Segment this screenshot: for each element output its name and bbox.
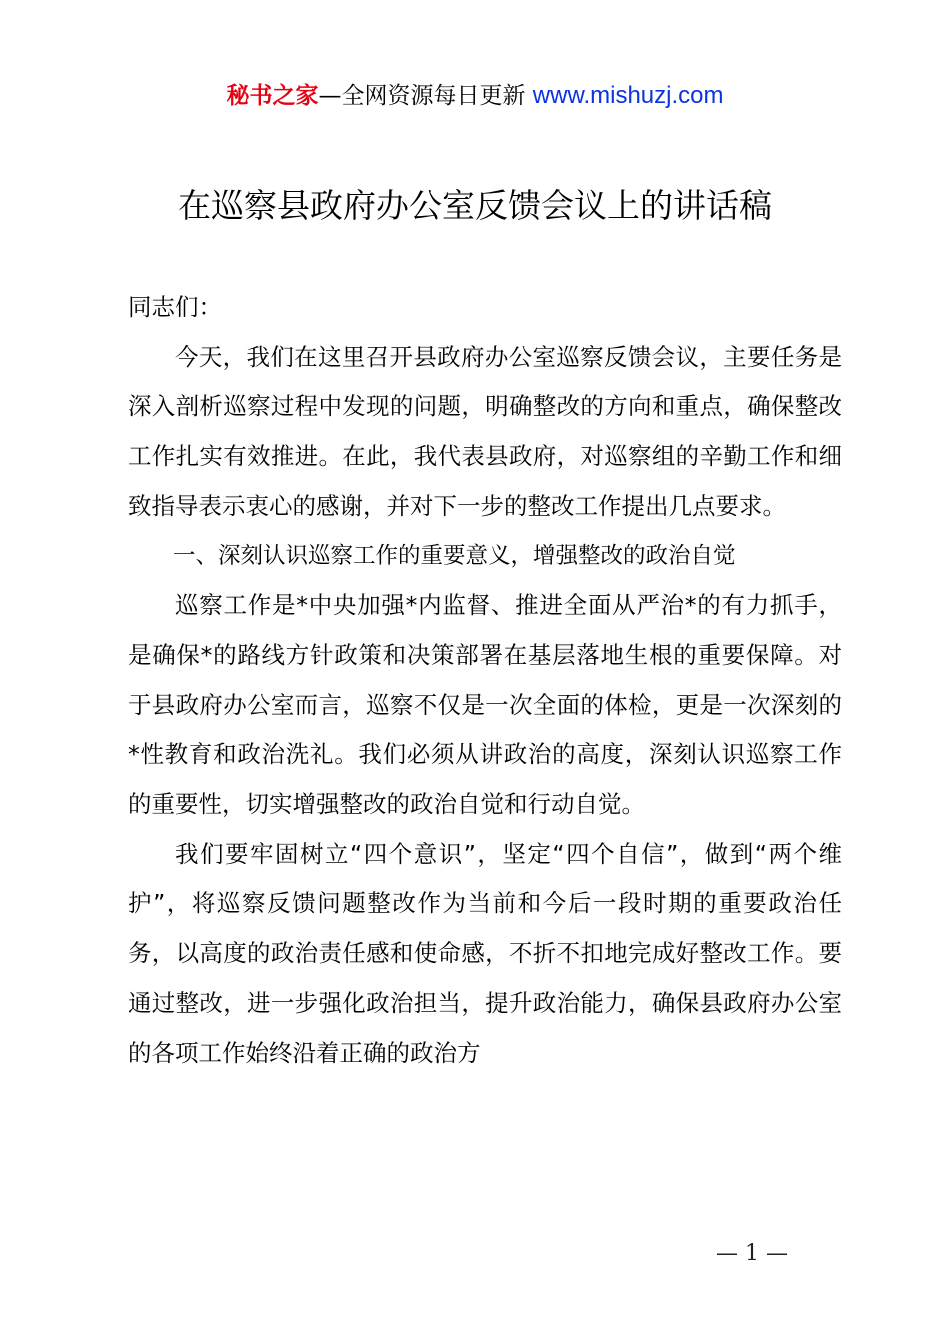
paragraph: 我们要牢固树立“四个意识”，坚定“四个自信”，做到“两个维护”，将巡察反馈问题整改作为当前和今后一段时期的重要政治任务，以高度的政治责任感和使命感，不折不扣地完成好整改工作。要通过整改，进一步强化政治担当，提升政治能力，确保县政府办公室的各项工作始终沿着正确的政治方 <box>128 839 842 1067</box>
document-title: 在巡察县政府办公室反馈会议上的讲话稿 <box>178 186 772 225</box>
section-heading: 一、深刻认识巡察工作的重要意义，增强整改的政治自觉 <box>173 542 736 569</box>
salutation: 同志们： <box>128 293 222 321</box>
paragraph: 今天，我们在这里召开县政府办公室巡察反馈会议，主要任务是深入剖析巡察过程中发现的问题，明确整改的方向和重点，确保整改工作扎实有效推进。在此，我代表县政府，对巡察组的辛勤工作和细致指导表示衷心的感谢，并对下一步的整改工作提出几点要求。 <box>128 342 842 520</box>
site-header <box>0 80 950 112</box>
document-body <box>128 283 842 1078</box>
paragraph: 巡察工作是*中央加强*内监督、推进全面从严治*的有力抓手，是确保*的路线方针政策和决策部署在基层落地生根的重要保障。对于县政府办公室而言，巡察不仅是一次全面的体检，更是一次深刻的*性教育和政治洗礼。我们必须从讲政治的高度，深刻认识巡察工作的重要性，切实增强整改的政治自觉和行动自觉。 <box>128 591 842 819</box>
site-tagline: —全网资源每日更新 <box>318 83 533 109</box>
page-number: — 1 — <box>716 1241 788 1266</box>
site-url-link[interactable]: www.mishuzj.com <box>532 82 724 109</box>
site-brand: 秘书之家 <box>226 83 319 109</box>
